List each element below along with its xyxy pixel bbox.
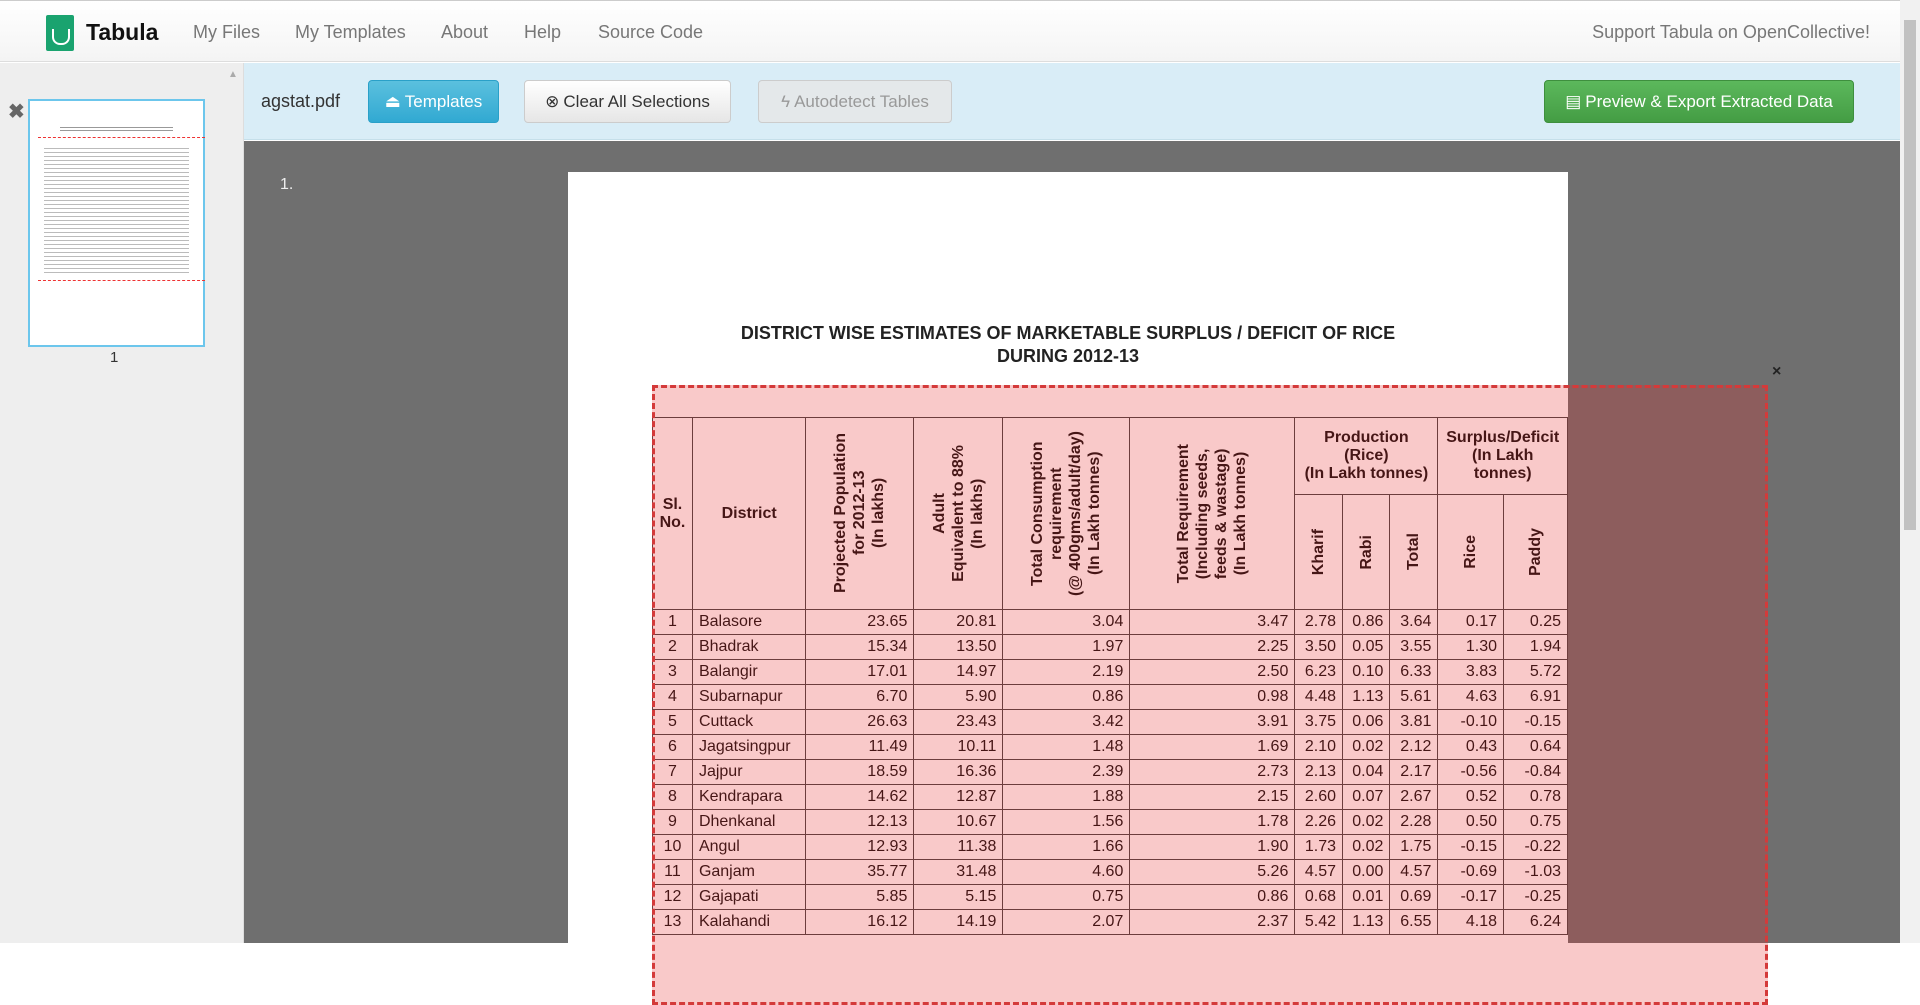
header-production: Production (Rice) (In Lakh tonnes) — [1295, 418, 1438, 495]
cell-sl: 3 — [653, 660, 693, 685]
header-requirement: Total Requirement (Including seeds, feeds & wastage) (In Lakh tonnes) — [1175, 443, 1250, 584]
filename: agstat.pdf — [261, 91, 341, 111]
cell-value: 3.04 — [1003, 610, 1130, 635]
cell-value: 16.12 — [806, 910, 914, 935]
nav-my-templates[interactable]: My Templates — [295, 22, 406, 42]
cell-district: Subarnapur — [692, 685, 805, 710]
cell-district: Angul — [692, 835, 805, 860]
header-population: Projected Population for 2012-13 (In lakhs) — [832, 433, 888, 594]
header-total: Total — [1405, 533, 1423, 571]
cell-value: -0.56 — [1438, 760, 1504, 785]
templates-button[interactable] — [368, 80, 499, 123]
cell-value: 3.47 — [1130, 610, 1295, 635]
cell-value: 0.50 — [1438, 810, 1504, 835]
cell-value: 2.13 — [1295, 760, 1343, 785]
cell-value: 1.75 — [1390, 835, 1438, 860]
cell-value: 1.56 — [1003, 810, 1130, 835]
cell-value: 0.69 — [1390, 885, 1438, 910]
cell-value: 0.02 — [1343, 835, 1390, 860]
thumbnail-title-lines — [60, 125, 173, 131]
cell-value: 0.52 — [1438, 785, 1504, 810]
cell-district: Ganjam — [692, 860, 805, 885]
cell-value: 2.12 — [1390, 735, 1438, 760]
pdf-viewer — [244, 141, 1900, 943]
cell-value: 3.55 — [1390, 635, 1438, 660]
document-title — [568, 322, 1568, 368]
cell-value: 0.06 — [1343, 710, 1390, 735]
cell-value: 12.13 — [806, 810, 914, 835]
cell-value: 14.62 — [806, 785, 914, 810]
cell-value: 3.75 — [1295, 710, 1343, 735]
cell-value: 2.26 — [1295, 810, 1343, 835]
export-label: Preview & Export Extracted Data — [1585, 91, 1833, 111]
cell-value: 6.33 — [1390, 660, 1438, 685]
cell-sl: 6 — [653, 735, 693, 760]
cell-value: 2.73 — [1130, 760, 1295, 785]
cell-district: Balangir — [692, 660, 805, 685]
cell-value: -0.69 — [1438, 860, 1504, 885]
cell-value: 0.78 — [1504, 785, 1568, 810]
table-selection-area[interactable] — [652, 385, 1768, 1005]
cell-value: 0.04 — [1343, 760, 1390, 785]
cell-value: -0.17 — [1438, 885, 1504, 910]
cell-value: 2.07 — [1003, 910, 1130, 935]
cell-value: 10.11 — [914, 735, 1003, 760]
header-sl: Sl. No. — [659, 495, 686, 531]
cell-value: 3.83 — [1438, 660, 1504, 685]
header-kharif: Kharif — [1310, 528, 1328, 576]
remove-circle-icon: ⊗ — [545, 91, 560, 111]
cell-value: 0.02 — [1343, 810, 1390, 835]
header-adult: Adult Equivalent to 88% (In lakhs) — [930, 445, 986, 582]
cell-value: 17.01 — [806, 660, 914, 685]
cell-value: 0.68 — [1295, 885, 1343, 910]
cell-value: 18.59 — [806, 760, 914, 785]
flash-icon: ϟ — [781, 91, 791, 111]
cell-value: 4.63 — [1438, 685, 1504, 710]
cell-value: -0.22 — [1504, 835, 1568, 860]
cell-sl: 10 — [653, 835, 693, 860]
header-paddy: Paddy — [1527, 527, 1544, 576]
cell-value: 5.42 — [1295, 910, 1343, 935]
page-thumbnail[interactable] — [28, 99, 205, 347]
cell-value: 6.91 — [1504, 685, 1568, 710]
header-district: District — [692, 418, 805, 610]
cell-value: 0.07 — [1343, 785, 1390, 810]
cell-value: 5.72 — [1504, 660, 1568, 685]
cell-value: 3.64 — [1390, 610, 1438, 635]
cell-value: 6.24 — [1504, 910, 1568, 935]
cell-value: 5.15 — [914, 885, 1003, 910]
toolbar — [244, 63, 1900, 140]
list-icon: ▤ — [1565, 91, 1582, 111]
cell-district: Dhenkanal — [692, 810, 805, 835]
cell-value: 20.81 — [914, 610, 1003, 635]
support-link[interactable]: Support Tabula on OpenCollective! — [1592, 22, 1870, 42]
autodetect-label: Autodetect Tables — [794, 91, 929, 111]
cell-value: 2.28 — [1390, 810, 1438, 835]
scrollbar-thumb[interactable] — [1904, 20, 1916, 530]
cell-district: Kalahandi — [692, 910, 805, 935]
cell-value: 2.37 — [1130, 910, 1295, 935]
cell-value: 26.63 — [806, 710, 914, 735]
cell-value: 0.86 — [1130, 885, 1295, 910]
cell-value: 1.69 — [1130, 735, 1295, 760]
cell-value: 0.75 — [1504, 810, 1568, 835]
header-rice: Rice — [1462, 535, 1480, 569]
cell-value: 2.19 — [1003, 660, 1130, 685]
cell-value: 0.10 — [1343, 660, 1390, 685]
cell-value: 0.05 — [1343, 635, 1390, 660]
cell-sl: 12 — [653, 885, 693, 910]
cell-value: 15.34 — [806, 635, 914, 660]
cell-value: 0.64 — [1504, 735, 1568, 760]
clear-label: Clear All Selections — [563, 91, 710, 111]
page-number: 1. — [280, 176, 294, 193]
cell-value: 0.17 — [1438, 610, 1504, 635]
cell-sl: 13 — [653, 910, 693, 935]
cell-value: 2.78 — [1295, 610, 1343, 635]
nav-help[interactable]: Help — [524, 22, 562, 42]
cell-value: 2.67 — [1390, 785, 1438, 810]
cell-value: 2.60 — [1295, 785, 1343, 810]
cell-value: 4.57 — [1390, 860, 1438, 885]
cell-value: 11.49 — [806, 735, 914, 760]
cell-value: 11.38 — [914, 835, 1003, 860]
cell-value: 1.66 — [1003, 835, 1130, 860]
cell-value: 1.13 — [1343, 910, 1390, 935]
cell-district: Kendrapara — [692, 785, 805, 810]
cell-value: 2.39 — [1003, 760, 1130, 785]
header-consumption: Total Consumption requirement (@ 400gms/adult/day) (In Lakh tonnes) — [1029, 431, 1104, 596]
cell-value: 2.25 — [1130, 635, 1295, 660]
cell-value: 23.43 — [914, 710, 1003, 735]
selection-close-icon[interactable]: × — [1772, 363, 1782, 380]
cell-value: 0.43 — [1438, 735, 1504, 760]
preview-export-button[interactable] — [1544, 80, 1854, 123]
thumbnail-selection — [38, 137, 205, 281]
cell-value: 0.86 — [1003, 685, 1130, 710]
cell-sl: 11 — [653, 860, 693, 885]
cell-value: 12.93 — [806, 835, 914, 860]
cell-value: 1.78 — [1130, 810, 1295, 835]
cell-value: 0.00 — [1343, 860, 1390, 885]
cell-sl: 5 — [653, 710, 693, 735]
nav-source-code[interactable]: Source Code — [598, 22, 704, 42]
cell-value: 16.36 — [914, 760, 1003, 785]
cell-value: 5.90 — [914, 685, 1003, 710]
cell-value: 2.17 — [1390, 760, 1438, 785]
cell-value: 1.48 — [1003, 735, 1130, 760]
cell-value: 0.01 — [1343, 885, 1390, 910]
cell-district: Jajpur — [692, 760, 805, 785]
header-rabi: Rabi — [1357, 534, 1375, 570]
cell-value: 2.15 — [1130, 785, 1295, 810]
cell-value: 3.91 — [1130, 710, 1295, 735]
scroll-up-icon[interactable]: ▲ — [228, 69, 238, 80]
cell-value: 4.18 — [1438, 910, 1504, 935]
cell-value: 1.73 — [1295, 835, 1343, 860]
cell-value: 3.42 — [1003, 710, 1130, 735]
cell-value: 1.30 — [1438, 635, 1504, 660]
header-surplus: Surplus/Deficit (In Lakh tonnes) — [1438, 418, 1568, 495]
cell-sl: 8 — [653, 785, 693, 810]
cell-value: 1.97 — [1003, 635, 1130, 660]
cell-sl: 1 — [653, 610, 693, 635]
cell-value: 35.77 — [806, 860, 914, 885]
cell-value: 0.86 — [1343, 610, 1390, 635]
cell-value: 4.57 — [1295, 860, 1343, 885]
cell-value: 12.87 — [914, 785, 1003, 810]
cell-value: 3.81 — [1390, 710, 1438, 735]
cell-district: Bhadrak — [692, 635, 805, 660]
cell-district: Jagatsingpur — [692, 735, 805, 760]
cell-value: 10.67 — [914, 810, 1003, 835]
cell-value: 14.97 — [914, 660, 1003, 685]
cell-sl: 9 — [653, 810, 693, 835]
cell-value: -0.15 — [1504, 710, 1568, 735]
cell-value: 6.23 — [1295, 660, 1343, 685]
clear-selections-button[interactable] — [524, 80, 731, 123]
templates-icon: ⏏ — [384, 91, 401, 111]
templates-label: Templates — [404, 91, 483, 111]
cell-value: 1.90 — [1130, 835, 1295, 860]
cell-value: 4.60 — [1003, 860, 1130, 885]
cell-value: -0.84 — [1504, 760, 1568, 785]
cell-value: -0.15 — [1438, 835, 1504, 860]
brand[interactable]: Tabula — [86, 19, 159, 45]
title-line-1: DISTRICT WISE ESTIMATES OF MARKETABLE SURPLUS / DEFICIT OF RICE — [740, 323, 1396, 343]
tabula-logo-icon[interactable] — [46, 15, 74, 51]
cell-district: Gajapati — [692, 885, 805, 910]
cell-value: 1.88 — [1003, 785, 1130, 810]
nav-my-files[interactable]: My Files — [193, 22, 260, 42]
cell-value: 5.26 — [1130, 860, 1295, 885]
cell-value: 3.50 — [1295, 635, 1343, 660]
cell-value: 5.61 — [1390, 685, 1438, 710]
close-icon[interactable]: ✖ — [8, 101, 25, 123]
cell-value: 6.70 — [806, 685, 914, 710]
cell-district: Balasore — [692, 610, 805, 635]
cell-value: 4.48 — [1295, 685, 1343, 710]
cell-value: -0.10 — [1438, 710, 1504, 735]
cell-value: 5.85 — [806, 885, 914, 910]
title-line-2: DURING 2012-13 — [996, 346, 1140, 366]
cell-sl: 7 — [653, 760, 693, 785]
cell-value: 31.48 — [914, 860, 1003, 885]
cell-value: 2.50 — [1130, 660, 1295, 685]
cell-value: 14.19 — [914, 910, 1003, 935]
autodetect-tables-button[interactable] — [758, 80, 952, 123]
cell-district: Cuttack — [692, 710, 805, 735]
cell-value: -1.03 — [1504, 860, 1568, 885]
page-scrollbar[interactable] — [1900, 0, 1920, 943]
cell-value: -0.25 — [1504, 885, 1568, 910]
cell-sl: 4 — [653, 685, 693, 710]
cell-value: 0.75 — [1003, 885, 1130, 910]
cell-value: 2.10 — [1295, 735, 1343, 760]
cell-sl: 2 — [653, 635, 693, 660]
nav-about[interactable]: About — [441, 22, 489, 42]
cell-value: 1.13 — [1343, 685, 1390, 710]
cell-value: 13.50 — [914, 635, 1003, 660]
cell-value: 1.94 — [1504, 635, 1568, 660]
cell-value: 0.98 — [1130, 685, 1295, 710]
cell-value: 0.25 — [1504, 610, 1568, 635]
cell-value: 0.02 — [1343, 735, 1390, 760]
thumbnail-sidebar — [0, 63, 244, 943]
cell-value: 23.65 — [806, 610, 914, 635]
thumbnail-label: 1 — [110, 349, 119, 366]
cell-value: 6.55 — [1390, 910, 1438, 935]
top-navbar — [0, 0, 1900, 62]
